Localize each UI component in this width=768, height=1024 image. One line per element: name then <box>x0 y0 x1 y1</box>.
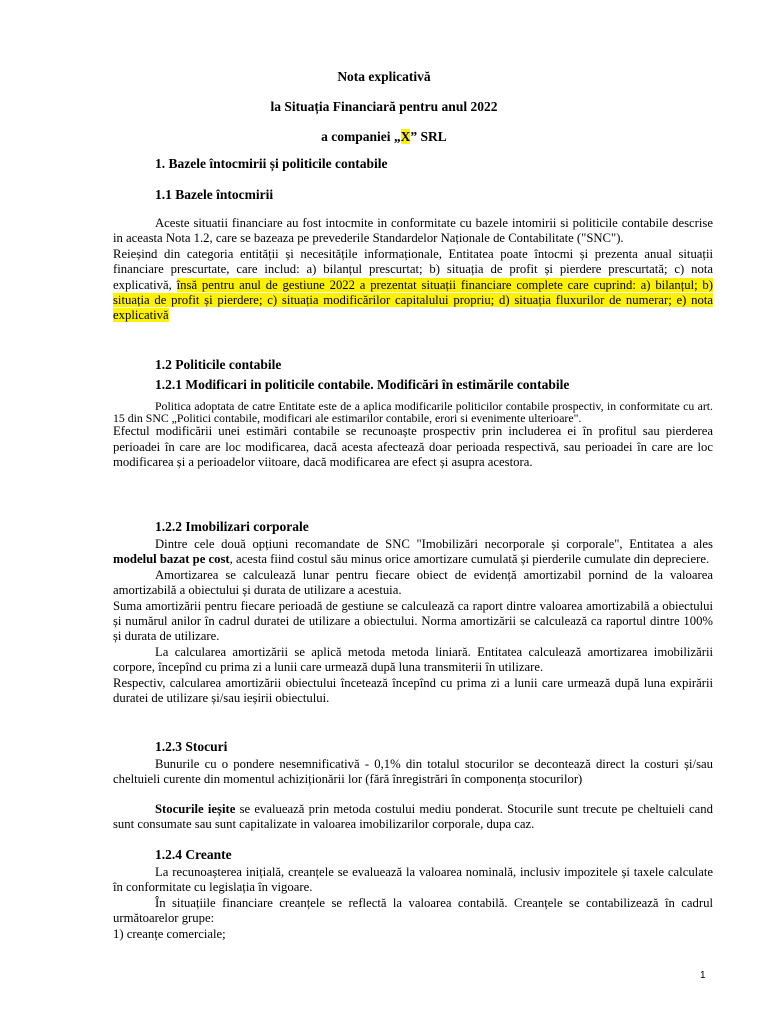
highlighted-text: însă pentru anul de gestiune 2022 a prezentat situații financiare complete care cuprind: a) bilanțul; b) situația de profit și pierdere; c) situația modificărilor capitalului propriu; d) situația fluxurilor de numerar; e) nota explicativă <box>113 277 713 323</box>
paragraph <box>113 537 713 568</box>
doc-company-line <box>0 129 768 145</box>
company-prefix: a companiei „ <box>321 129 401 144</box>
bold-text: modelul bazat pe cost <box>113 552 230 567</box>
paragraph: În situațiile financiare creanțele se reflectă la valoarea contabilă. Creanțele se contabilizează în cadrul următoarelor grupe: <box>113 895 713 926</box>
section-1-2-1-body <box>113 401 713 470</box>
paragraph: Bunurile cu o pondere nesemnificativă - 0,1% din totalul stocurilor se decontează direct la costuri și/sau cheltuieli curente din momentul achiziționării lor (fără înregistrări în componența stocurilor) <box>113 757 713 787</box>
paragraph: Suma amortizării pentru fiecare perioadă de gestiune se calculează ca raport dintre valoarea amortizabilă a obiectului și numărul anilor în cadrul duratei de utilizare a obiectului. Norma amortizării se calculează ca raportul dintre 100% și durata de utilizare. <box>113 598 713 644</box>
heading-1-2: 1.2 Politicile contabile <box>155 357 282 372</box>
page-number: 1 <box>700 970 706 981</box>
heading-1-2-2: 1.2.2 Imobilizari corporale <box>155 519 309 534</box>
heading-1-2-1: 1.2.1 Modificari in politicile contabile. Modificări în estimările contabile <box>155 377 570 392</box>
heading-1-2-3: 1.2.3 Stocuri <box>155 739 228 754</box>
paragraph-text: Dintre cele două opțiuni recomandate de SNC "Imobilizări necorporale și corporale", Entitatea a ales <box>155 537 713 551</box>
paragraph: Aceste situatii financiare au fost intocmite in conformitate cu bazele intomirii si politicile contabile descrise in aceasta Nota 1.2, care se bazeaza pe prevederile Standardelor Naționale de Contabilitate ("SNC"). <box>113 216 713 246</box>
company-suffix: ” SRL <box>410 129 447 144</box>
bold-text: Stocurile ieșite <box>155 801 236 816</box>
paragraph-text: Reieșind din categoria entității și necesitățile informaționale, Entitatea poate întocmi și prezenta anual situații financiare prescurtate, care includ: a) bilanțul prescurtat; b) situația de profit și pierdere prescurtată; c) nota explicativă, <box>113 246 713 292</box>
section-1-1-body <box>113 216 713 324</box>
section-1-2-4-body <box>113 865 713 942</box>
section-1-2-2-body <box>113 537 713 706</box>
doc-title: Nota explicativă <box>337 69 431 84</box>
paragraph: Amortizarea se calculează lunar pentru fiecare obiect de evidență amortizabil pornind de la valoarea amortizabilă a obiectului și durata de utilizare a acestuia. <box>113 567 713 598</box>
paragraph: Politica adoptata de catre Entitate este de a aplica modificarile politicilor contabile prospectiv, in conformitate cu art. 15 din SNC „Politici contabile, modificari ale estimarilor contabile, erori si evenimente ulterioare". <box>113 399 713 425</box>
paragraph: Efectul modificării unei estimări contabile se recunoaște prospectiv prin includerea ei în profitul sau pierderea perioadei în care are loc modificarea, dacă acesta afectează doar perioada respectivă, sau perioadei în care are loc modificarea și a perioadelor viitoare, dacă modificarea are efect și asupra acestora. <box>113 424 713 469</box>
paragraph: La recunoașterea inițială, creanțele se evaluează la valoarea nominală, inclusiv impozitele și taxele calculate în conformitate cu legislația în vigoare. <box>113 865 713 895</box>
paragraph: Respectiv, calcularea amortizării obiectului încetează începînd cu prima zi a lunii care urmează după luna expirării duratei de utilizare și/sau ieșirii obiectului. <box>113 675 713 706</box>
section-1-2-3-body <box>113 757 713 833</box>
paragraph <box>113 247 713 324</box>
heading-1: 1. Bazele întocmirii și politicile contabile <box>155 156 388 171</box>
paragraph-text: , acesta fiind costul său minus orice amortizare cumulată și pierderile cumulate din depreciere. <box>229 552 710 567</box>
paragraph: La calcularea amortizării se aplică metoda metoda liniară. Entitatea calculează amortizarea imobilizării corpore, începînd cu prima zi a lunii care urmează după luna transmiterii în utilizare. <box>113 644 713 675</box>
heading-1-1: 1.1 Bazele întocmirii <box>155 187 274 202</box>
list-item: 1) creanțe comerciale; <box>113 926 226 941</box>
heading-1-2-4: 1.2.4 Creante <box>155 847 232 862</box>
paragraph-text: se evaluează prin metoda costului mediu ponderat. Stocurile sunt trecute pe cheltuieli cand sunt consumate sau sunt capitalizate in valoarea imobilizarilor corporale, dupa caz. <box>113 801 713 832</box>
doc-subtitle: la Situația Financiară pentru anul 2022 <box>270 99 498 114</box>
company-name: X <box>400 129 411 144</box>
paragraph <box>113 802 713 833</box>
